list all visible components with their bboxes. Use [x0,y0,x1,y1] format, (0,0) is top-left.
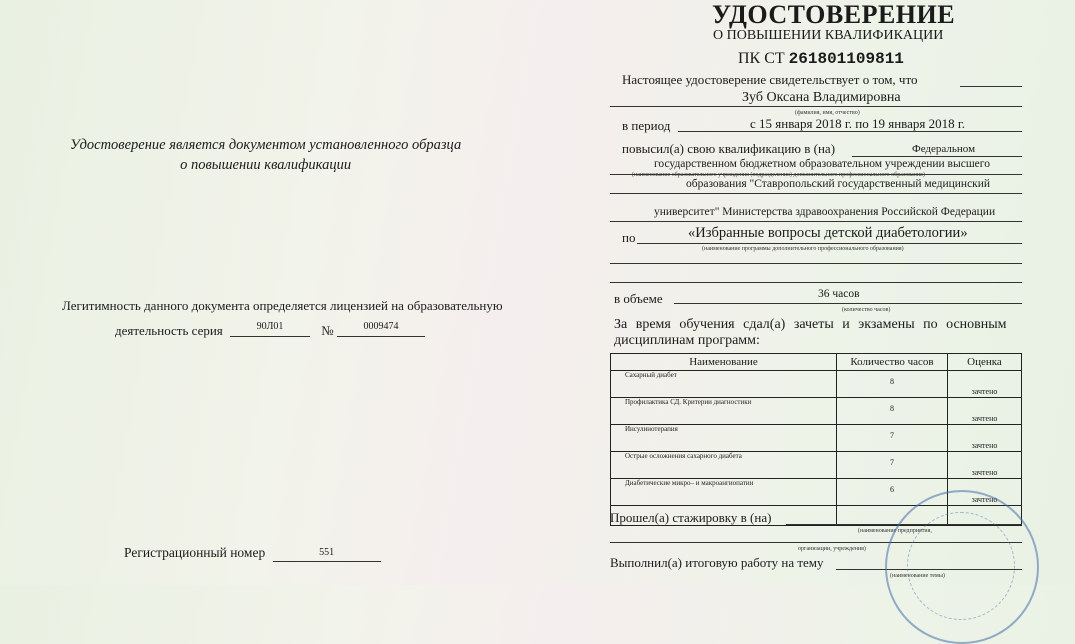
series-prefix: ПК СТ [738,50,785,67]
registration-number: 551 [273,545,381,562]
stamp-inner-ring [907,512,1015,620]
program-caption: (наименование программы дополнительного профессионального образования) [702,246,904,252]
table-header-row [611,354,1022,371]
full-name: Зуб Оксана Владимировна [742,90,901,105]
discipline-hours: 8 [837,371,948,398]
name-caption: (фамилия, имя, отчество) [795,110,860,116]
institution-underline-2 [610,193,1022,194]
program-label: по [622,230,636,245]
raised-label: повысил(а) свою квалификацию в (на) [622,141,836,156]
discipline-name: Профилактика СД. Критерии диагностики [611,398,837,425]
internship-caption: (наименование предприятия, [858,528,932,534]
discipline-name: Инсулинотерапия [611,425,837,452]
institution-part-4: университет" Министерства здравоохранения Российской Федерации [654,206,996,218]
table-row [611,398,1022,425]
discipline-name: Острые осложнения сахарного диабета [611,452,837,479]
period-label: в период [622,118,671,133]
certificate-series [738,50,904,68]
certifies-underline [960,86,1022,87]
document-subtitle: О ПОВЫШЕНИИ КВАЛИФИКАЦИИ [713,28,944,43]
discipline-name: Сахарный диабет [611,371,837,398]
program-underline [637,243,1022,244]
certifies-text: Настоящее удостоверение свидетельствует о том, что [622,72,918,87]
license-series-label: деятельность серия [115,323,223,338]
series-number: 261801109811 [788,50,904,68]
header-name: Наименование [611,354,837,371]
volume-caption: (количество часов) [842,307,891,313]
institution-caption: (наименование образовательного учреждения (подразделения) дополнительного профессионального образования) [632,172,925,178]
exams-line-2: дисциплинам программ: [614,333,760,348]
institution-part-1: Федеральном [912,143,976,155]
final-work-label: Выполнил(а) итоговую работу на тему [610,555,824,570]
registration-row [124,545,381,562]
program-underline-3 [610,282,1022,283]
program-underline-2 [610,263,1022,264]
document-title: УДОСТОВЕРЕНИЕ [712,0,956,29]
institution-part-2: государственном бюджетном образовательном учреждении высшего [654,158,990,170]
table-row [611,371,1022,398]
volume-underline [674,303,1022,304]
table-row [611,425,1022,452]
statement-line-2: о повышении квалификации [180,157,352,173]
program-name: «Избранные вопросы детской диабетологии» [688,225,968,241]
discipline-hours: 8 [837,398,948,425]
registration-label: Регистрационный номер [124,545,266,560]
legitimacy-line-1: Легитимность данного документа определяется лицензией на образовательную [62,298,503,313]
discipline-grade: зачтено [948,452,1022,479]
theme-caption: (наименование темы) [890,573,945,579]
header-grade: Оценка [948,354,1022,371]
period-value: с 15 января 2018 г. по 19 января 2018 г. [750,116,966,131]
header-hours: Количество часов [837,354,948,371]
institution-part-3: образования "Ставропольский государственный медицинский [686,178,991,190]
official-stamp [885,490,1039,644]
exams-line-1: За время обучения сдал(а) зачеты и экзамены по основным [614,317,1007,332]
org-caption: организации, учреждения) [798,546,866,552]
left-statement [70,135,461,175]
legitimacy-block [62,293,503,343]
license-series: 90Л01 [230,318,310,337]
number-sign: № [321,323,334,338]
discipline-hours: 6 [837,479,948,506]
table-row [611,452,1022,479]
discipline-hours: 7 [837,425,948,452]
discipline-name: Диабетические микро– и макроангиопатии [611,479,837,506]
institution-underline-3 [610,221,1022,222]
discipline-hours: 7 [837,452,948,479]
period-underline [678,131,1022,132]
discipline-grade: зачтено [948,371,1022,398]
name-underline [610,106,1022,107]
volume-value: 36 часов [818,288,860,300]
raised-underline [852,156,1022,157]
legitimacy-line-2 [62,318,503,343]
license-number: 0009474 [337,318,425,337]
discipline-grade: зачтено [948,425,1022,452]
internship-label: Прошел(а) стажировку в (на) [610,510,772,525]
discipline-grade: зачтено [948,479,1022,506]
statement-line-1: Удостоверение является документом установленного образца [70,137,462,153]
discipline-grade: зачтено [948,398,1022,425]
volume-label: в объеме [614,291,663,306]
